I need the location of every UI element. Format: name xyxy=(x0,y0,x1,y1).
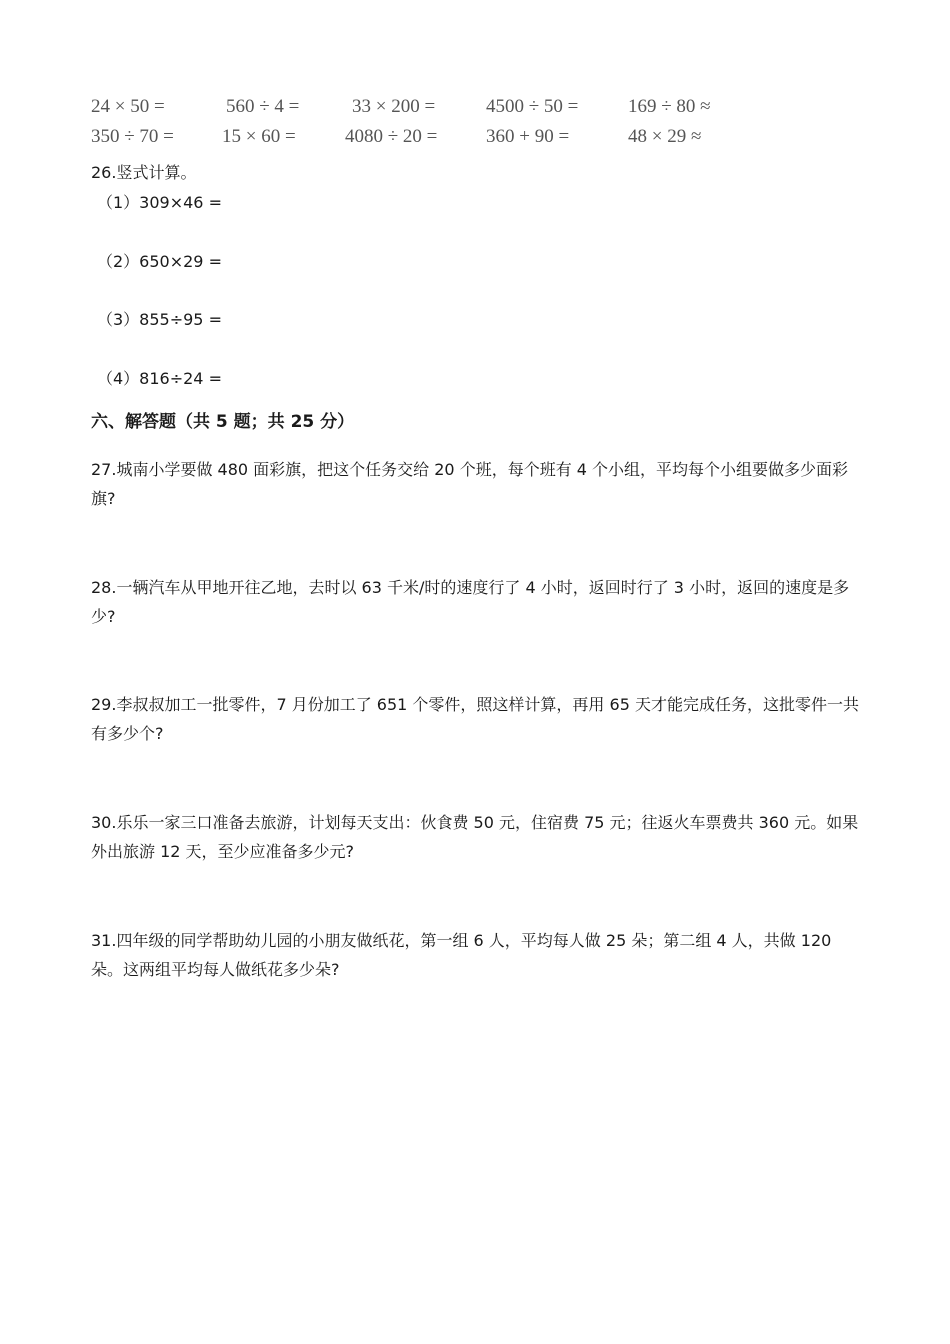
oral-calc-item: 24 × 50 = xyxy=(91,96,165,117)
q26-item-4: （4）816÷24 = xyxy=(97,369,222,388)
q26-item-3: （3）855÷95 = xyxy=(97,310,222,329)
oral-calc-item: 48 × 29 ≈ xyxy=(628,126,702,147)
oral-calc-item: 4500 ÷ 50 = xyxy=(486,96,579,117)
q26-item-2: （2）650×29 = xyxy=(97,252,222,271)
q26-item-1: （1）309×46 = xyxy=(97,193,222,212)
oral-calc-item: 560 ÷ 4 = xyxy=(226,96,300,117)
problem-30: 30.乐乐一家三口准备去旅游，计划每天支出：伙食费 50 元，住宿费 75 元；往返火车票费共 360 元。如果外出旅游 12 天，至少应准备多少元? xyxy=(91,813,859,861)
problem-27: 27.城南小学要做 480 面彩旗，把这个任务交给 20 个班，每个班有 4 个小组，平均每个小组要做多少面彩旗? xyxy=(91,460,849,508)
problem-28: 28.一辆汽车从甲地开往乙地，去时以 63 千米/时的速度行了 4 小时，返回时行了 3 小时，返回的速度是多少? xyxy=(91,578,850,626)
oral-calc-row-1 xyxy=(0,96,950,124)
problem-31: 31.四年级的同学帮助幼儿园的小朋友做纸花，第一组 6 人，平均每人做 25 朵；第二组 4 人，共做 120 朵。这两组平均每人做纸花多少朵? xyxy=(91,931,832,979)
oral-calc-row-2 xyxy=(0,126,950,154)
q26-title: 26.竖式计算。 xyxy=(91,163,197,182)
oral-calc-item: 350 ÷ 70 = xyxy=(91,126,174,147)
problem-29: 29.李叔叔加工一批零件，7 月份加工了 651 个零件，照这样计算，再用 65 天才能完成任务，这批零件一共有多少个? xyxy=(91,695,859,743)
oral-calc-item: 33 × 200 = xyxy=(352,96,436,117)
section-heading: 六、解答题（共 5 题；共 25 分） xyxy=(91,412,355,432)
oral-calc-item: 360 + 90 = xyxy=(486,126,570,147)
oral-calc-item: 15 × 60 = xyxy=(222,126,296,147)
oral-calc-item: 4080 ÷ 20 = xyxy=(345,126,438,147)
oral-calc-item: 169 ÷ 80 ≈ xyxy=(628,96,711,117)
